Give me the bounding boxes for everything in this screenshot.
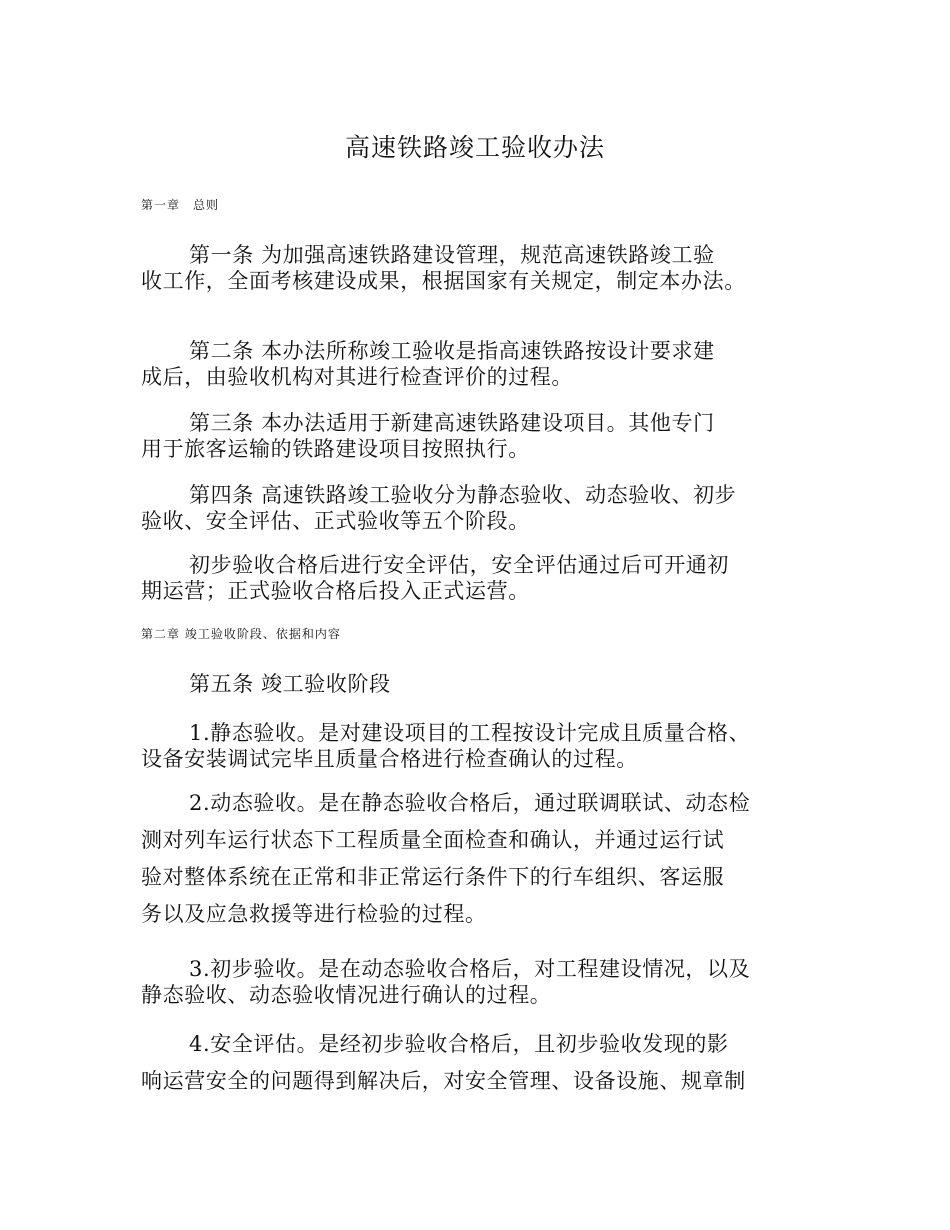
paragraph-line: 4.安全评估。是经初步验收合格后，且初步验收发现的影 xyxy=(189,1032,729,1056)
paragraph-line: 第三条 本办法适用于新建高速铁路建设项目。其他专门 xyxy=(189,411,715,435)
paragraph-line: 成后，由验收机构对其进行检查评价的过程。 xyxy=(141,365,573,389)
paragraph-line: 静态验收、动态验收情况进行确认的过程。 xyxy=(141,983,552,1007)
paragraph-line: 初步验收合格后进行安全评估，安全评估通过后可开通初 xyxy=(189,553,729,577)
document-title: 高速铁路竣工验收办法 xyxy=(344,133,605,162)
paragraph-line: 第五条 竣工验收阶段 xyxy=(189,672,391,696)
paragraph-line: 验对整体系统在正常和非正常运行条件下的行车组织、客运服 xyxy=(141,865,725,889)
chapter-heading-2: 第二章 竣工验收阶段、依据和内容 xyxy=(141,627,341,641)
article-2-paragraph xyxy=(141,338,831,390)
paragraph-line: 测对列车运行状态下工程质量全面检查和确认，并通过运行试 xyxy=(141,828,725,852)
paragraph-line: 验收、安全评估、正式验收等五个阶段。 xyxy=(141,509,530,533)
stage-3-paragraph xyxy=(141,956,831,1008)
paragraph-line: 2.动态验收。是在静态验收合格后，通过联调联试、动态检 xyxy=(189,791,751,815)
chapter-heading-1: 第一章 总则 xyxy=(141,198,220,212)
stage-1-paragraph xyxy=(141,720,831,772)
article-1-paragraph xyxy=(141,242,831,294)
stage-4-paragraph xyxy=(141,1026,831,1100)
paragraph-line: 用于旅客运输的铁路建设项目按照执行。 xyxy=(141,437,530,461)
stage-2-paragraph xyxy=(141,785,831,933)
article-3-paragraph xyxy=(141,410,831,462)
paragraph-line: 务以及应急救援等进行检验的过程。 xyxy=(141,902,487,926)
paragraph-line: 期运营；正式验收合格后投入正式运营。 xyxy=(141,579,530,603)
paragraph-line: 设备安装调试完毕且质量合格进行检查确认的过程。 xyxy=(141,747,638,771)
paragraph-line: 第四条 高速铁路竣工验收分为静态验收、动态验收、初步 xyxy=(189,483,737,507)
article-5-heading xyxy=(141,671,831,697)
paragraph-line: 3.初步验收。是在动态验收合格后，对工程建设情况，以及 xyxy=(189,957,751,981)
paragraph-line: 收工作，全面考核建设成果，根据国家有关规定，制定本办法。 xyxy=(141,269,746,293)
paragraph-line: 第一条 为加强高速铁路建设管理，规范高速铁路竣工验 xyxy=(189,243,715,267)
article-4-paragraph xyxy=(141,482,831,534)
paragraph-line: 1.静态验收。是对建设项目的工程按设计完成且质量合格、 xyxy=(189,721,751,745)
article-4-continuation-paragraph xyxy=(141,552,831,604)
paragraph-line: 响运营安全的问题得到解决后，对安全管理、设备设施、规章制 xyxy=(141,1069,746,1093)
paragraph-line: 第二条 本办法所称竣工验收是指高速铁路按设计要求建 xyxy=(189,339,715,363)
